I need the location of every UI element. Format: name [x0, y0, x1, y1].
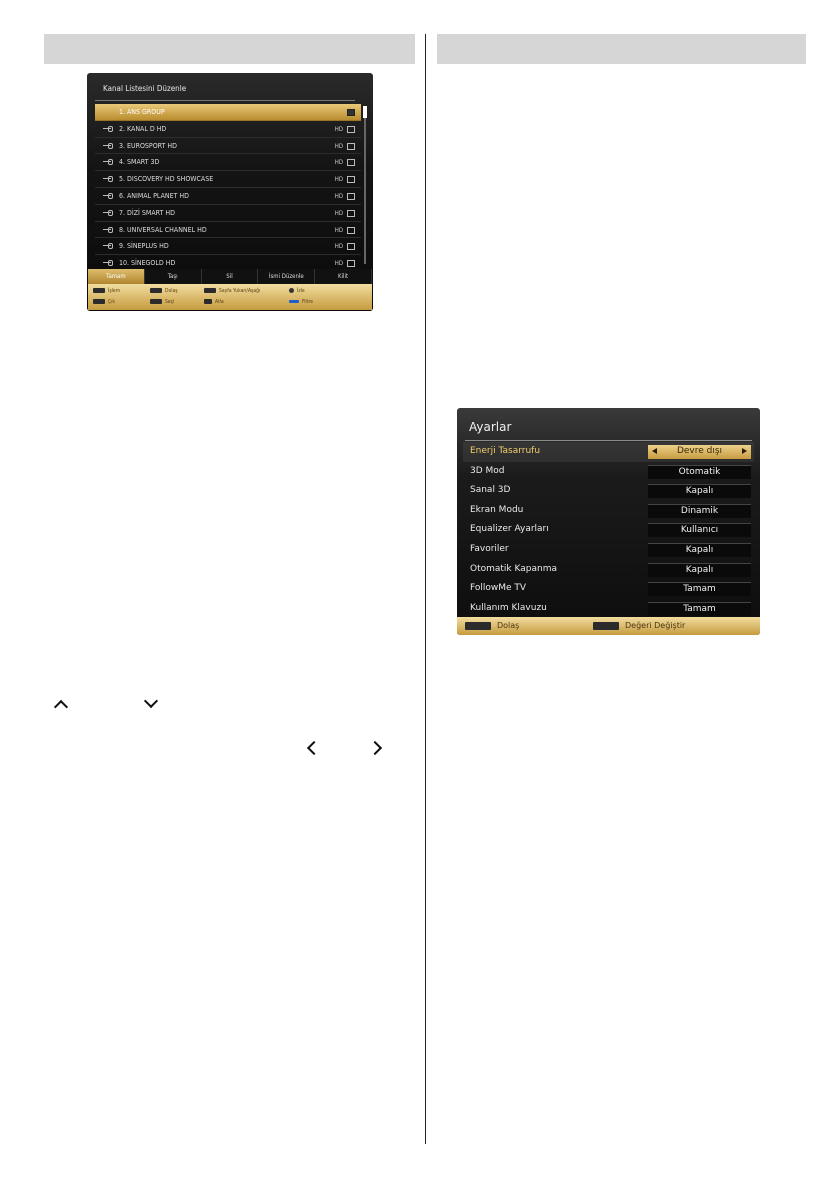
lock-icon [103, 159, 113, 164]
lock-icon [103, 243, 113, 248]
left-right-key-icon [593, 622, 619, 630]
title-divider [465, 440, 752, 441]
setting-value[interactable]: Dinamik [648, 504, 751, 518]
channel-row[interactable] [95, 188, 361, 205]
tv-icon [347, 109, 355, 116]
right-section-header [437, 34, 806, 64]
left-right-key-icon [93, 288, 105, 293]
setting-row-equalizer[interactable] [463, 520, 754, 540]
setting-value[interactable]: Tamam [648, 602, 751, 616]
arrow-left-icon [304, 740, 318, 754]
channel-row[interactable] [95, 171, 361, 188]
hd-badge: HD [334, 209, 343, 217]
hd-badge: HD [334, 226, 343, 234]
lock-icon [103, 176, 113, 181]
arrow-right-icon [370, 740, 384, 754]
channel-name: 9. SİNEPLUS HD [119, 242, 169, 251]
hd-badge: HD [334, 125, 343, 133]
ok-key-icon [289, 288, 294, 293]
hd-badge: HD [334, 192, 343, 200]
footer-navigate: Dolaş [465, 621, 519, 630]
lock-icon [103, 193, 113, 198]
tv-icon [347, 260, 355, 267]
tab-ismi-duzenle[interactable]: İsmi Düzenle [258, 269, 315, 284]
legend-atla: Atla [204, 299, 224, 305]
source-key-icon [150, 299, 162, 304]
menu-key-icon [93, 299, 105, 304]
legend-izle: İzle [289, 288, 305, 294]
lock-icon [103, 126, 113, 131]
setting-label: Ekran Modu [470, 504, 524, 515]
settings-title: Ayarlar [469, 420, 512, 434]
lock-icon [103, 227, 113, 232]
setting-row-followme-tv[interactable] [463, 579, 754, 599]
setting-value[interactable]: Tamam [648, 582, 751, 596]
hd-badge: HD [334, 159, 343, 167]
channel-row[interactable] [95, 238, 361, 255]
legend-islem: İşlem [93, 288, 120, 294]
setting-label: Kullanım Klavuzu [470, 602, 547, 613]
setting-label: Sanal 3D [470, 485, 511, 496]
channel-name: 6. ANIMAL PLANET HD [119, 191, 190, 200]
column-divider [425, 34, 426, 1144]
channel-list-title: Kanal Listesini Düzenle [103, 84, 187, 93]
tv-icon [347, 193, 355, 200]
numeric-key-icon [204, 299, 212, 304]
setting-label: 3D Mod [470, 465, 505, 476]
arrow-down-icon [143, 697, 157, 711]
setting-row-kullanim-klavuzu[interactable] [463, 599, 754, 619]
arrow-up-icon [53, 697, 67, 711]
channel-row[interactable] [95, 222, 361, 239]
channel-row[interactable] [95, 205, 361, 222]
legend-filtre: Filtre [289, 299, 313, 305]
channel-name: 8. UNIVERSAL CHANNEL HD [119, 225, 207, 234]
tv-icon [347, 227, 355, 234]
setting-label: Enerji Tasarrufu [470, 446, 541, 456]
channel-name: 3. EUROSPORT HD [119, 141, 177, 150]
setting-value[interactable]: Kullanıcı [648, 523, 751, 537]
hd-badge: HD [334, 243, 343, 251]
setting-label: FollowMe TV [470, 583, 527, 594]
hd-badge: HD [334, 176, 343, 184]
setting-value[interactable]: Kapalı [648, 563, 751, 577]
legend-cik: Çık [93, 299, 115, 305]
tab-tasi[interactable]: Taşı [145, 269, 202, 284]
blue-key-icon [289, 300, 299, 303]
lock-icon [103, 143, 113, 148]
channel-row[interactable] [95, 104, 361, 121]
arrow-left-icon[interactable] [652, 448, 657, 454]
setting-row-ekran-modu[interactable] [463, 501, 754, 521]
tv-icon [347, 176, 355, 183]
legend-secl: Seçl [150, 299, 174, 305]
hd-badge: HD [334, 142, 343, 150]
up-down-key-icon [150, 288, 162, 293]
channel-row[interactable] [95, 154, 361, 171]
settings-screen [457, 408, 760, 635]
setting-label: Favoriler [470, 543, 509, 554]
legend-sayfa: Sayfa Yukarı/Aşağı [204, 288, 260, 294]
title-divider [95, 100, 355, 101]
channel-list [95, 104, 361, 272]
setting-label: Equalizer Ayarları [470, 524, 549, 535]
channel-name: 2. KANAL D HD [119, 124, 167, 133]
tv-icon [347, 243, 355, 250]
channel-row[interactable] [95, 121, 361, 138]
channel-row[interactable] [95, 138, 361, 155]
tab-kilit[interactable]: Kilit [315, 269, 372, 284]
tab-tamam[interactable]: Tamam [88, 269, 145, 284]
setting-value[interactable]: Devre dışı [648, 445, 751, 459]
setting-row-otomatik-kapanma[interactable] [463, 560, 754, 580]
channel-name: 5. DISCOVERY HD SHOWCASE [119, 175, 214, 184]
setting-value[interactable]: Kapalı [648, 543, 751, 557]
lock-icon [103, 210, 113, 215]
tv-icon [347, 159, 355, 166]
action-tabs [88, 269, 372, 284]
settings-footer [457, 617, 760, 635]
setting-row-enerji-tasarrufu[interactable] [463, 442, 754, 462]
channel-name: 4. SMART 3D [119, 158, 160, 167]
setting-row-favoriler[interactable] [463, 540, 754, 560]
tv-icon [347, 126, 355, 133]
setting-value[interactable]: Kapalı [648, 484, 751, 498]
channel-name: 1. ANS GROUP [119, 108, 165, 116]
footer-change-value: Değeri Değiştir [593, 621, 685, 630]
setting-row-sanal-3d[interactable] [463, 481, 754, 501]
channel-list-scrollbar[interactable] [364, 106, 366, 264]
hd-badge: HD [334, 260, 343, 268]
channel-list-screen [87, 73, 373, 311]
up-down-key-icon [465, 622, 491, 630]
setting-label: Otomatik Kapanma [470, 563, 557, 574]
tv-icon [347, 143, 355, 150]
channel-name: 10. SİNEGOLD HD [119, 259, 176, 268]
key-legend [88, 284, 372, 310]
arrow-right-icon[interactable] [742, 448, 747, 454]
settings-list [463, 442, 754, 618]
lock-icon [103, 260, 113, 265]
channel-name: 7. DİZİ SMART HD [119, 208, 175, 217]
setting-row-3d-mod[interactable] [463, 462, 754, 482]
tab-sil[interactable]: Sil [202, 269, 259, 284]
page-key-icon [204, 288, 216, 293]
left-section-header [44, 34, 415, 64]
setting-value[interactable]: Otomatik [648, 465, 751, 479]
tv-icon [347, 210, 355, 217]
legend-dolas: Dolaş [150, 288, 178, 294]
